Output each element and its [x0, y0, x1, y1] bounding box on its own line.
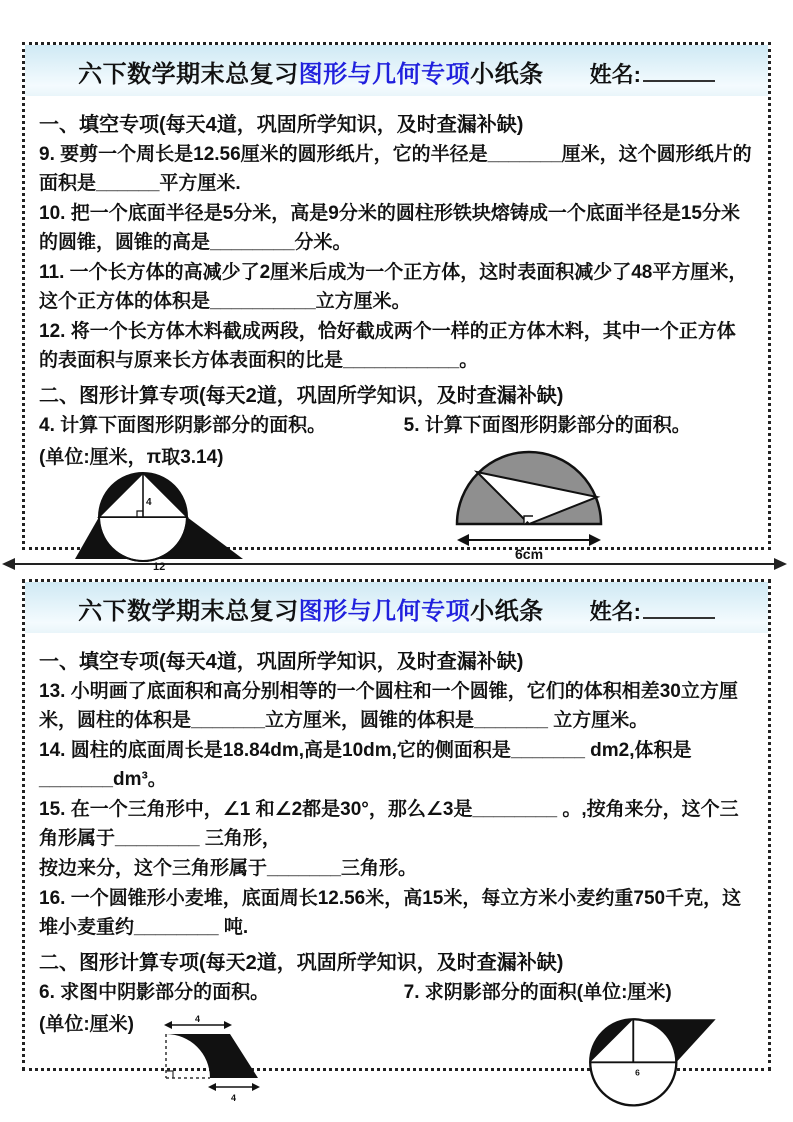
- name-blank-line: [643, 601, 715, 619]
- unit-note-q4: (单位:厘米，π取3.14): [39, 447, 224, 468]
- q4-q5-row: [39, 411, 754, 441]
- slip-1-content: [25, 96, 768, 577]
- slip-1-title: [78, 54, 544, 89]
- fig4-height-label: 4: [146, 497, 152, 508]
- question-11: 11. 一个长方体的高减少了2厘米后成为一个正方体，这时表面积减少了48平方厘米，这个正方体的体积是__________立方厘米。: [39, 262, 748, 312]
- question-14: 14. 圆柱的底面周长是18.84dm,高是10dm,它的侧面积是_______ dm2,体积是_______dm³。: [39, 740, 692, 790]
- slip-1: [22, 42, 771, 573]
- q6-q7-row: [39, 978, 754, 1008]
- question-4-label: 4. 计算下面图形阴影部分的面积。: [39, 415, 327, 436]
- fig6-top-label: 4: [195, 1014, 201, 1024]
- question-10: 10. 把一个底面半径是5分米，高是9分米的圆柱形铁块熔铸成一个底面半径是15分米的圆锥，圆锥的高是________分米。: [39, 203, 740, 253]
- section-fill-blank-heading: 一、填空专项(每天4道，巩固所学知识，及时查漏补缺): [39, 651, 524, 673]
- name-label: 姓名:: [589, 62, 641, 87]
- section-figure-calc-heading: 二、图形计算专项(每天2道，巩固所学知识，及时查漏补缺): [39, 952, 564, 974]
- figure-q5: [437, 439, 637, 569]
- title-black1: 六下数学期末总复习: [78, 61, 299, 88]
- slip-2-title: [78, 591, 544, 626]
- figure-q4-drawing: [65, 467, 250, 572]
- figure-q7-drawing: [577, 1008, 727, 1111]
- question-13: 13. 小明画了底面积和高分别相等的一个圆柱和一个圆锥，它们的体积相差30立方厘米，圆柱的体积是_______立方厘米，圆锥的体积是_______ 立方厘米。: [39, 681, 738, 731]
- title-blue: 图形与几何专项: [298, 598, 471, 625]
- name-field: [590, 595, 715, 626]
- question-15-cont: 按边来分，这个三角形属于_______三角形。: [39, 858, 417, 879]
- figure-q6: [152, 1012, 282, 1112]
- question-5-label: 5. 计算下面图形阴影部分的面积。: [403, 415, 691, 436]
- unit-note-q6: (单位:厘米): [39, 1014, 134, 1035]
- name-field: [590, 58, 715, 89]
- fig5-diameter-label: 6cm: [515, 546, 544, 562]
- title-black1: 六下数学期末总复习: [78, 598, 299, 625]
- title-black2: 小纸条: [470, 598, 544, 625]
- fig7-radius-label: 6: [635, 1067, 640, 1078]
- slip-2: [22, 579, 771, 1103]
- question-7-label: 7. 求阴影部分的面积(单位:厘米): [403, 982, 672, 1003]
- slip-1-figures: [39, 443, 754, 577]
- slip-2-content: [25, 633, 768, 1112]
- title-blue: 图形与几何专项: [298, 61, 471, 88]
- section-figure-calc-heading: 二、图形计算专项(每天2道，巩固所学知识，及时查漏补缺): [39, 385, 564, 407]
- title-black2: 小纸条: [470, 61, 544, 88]
- slip-1-header: [25, 45, 768, 96]
- question-9: 9. 要剪一个周长是12.56厘米的圆形纸片，它的半径是_______厘米，这个圆形纸片的面积是______平方厘米.: [39, 144, 752, 194]
- question-6-label: 6. 求图中阴影部分的面积。: [39, 982, 270, 1003]
- figure-q4: [65, 467, 754, 577]
- name-blank-line: [643, 64, 715, 82]
- fig4-base-label: 12: [153, 561, 166, 573]
- fig6-bottom-label: 4: [231, 1093, 237, 1103]
- question-16: 16. 一个圆锥形小麦堆，底面周长12.56米，高15米，每立方米小麦约重750千克，这堆小麦重约________ 吨.: [39, 888, 742, 938]
- figure-q7: [577, 1008, 727, 1116]
- slip-2-figures: [39, 1010, 754, 1112]
- slip-2-header: [25, 582, 768, 633]
- figure-q6-drawing: [152, 1012, 282, 1107]
- figure-q5-drawing: [437, 439, 637, 564]
- section-fill-blank-heading: 一、填空专项(每天4道，巩固所学知识，及时查漏补缺): [39, 114, 524, 136]
- question-15: 15. 在一个三角形中，∠1 和∠2都是30°，那么∠3是________ 。,按角来分，这个三角形属于________ 三角形，: [39, 799, 739, 849]
- question-12: 12. 将一个长方体木料截成两段，恰好截成两个一样的正方体木料，其中一个正方体的表面积与原来长方体表面积的比是___________。: [39, 321, 736, 371]
- name-label: 姓名:: [589, 599, 641, 624]
